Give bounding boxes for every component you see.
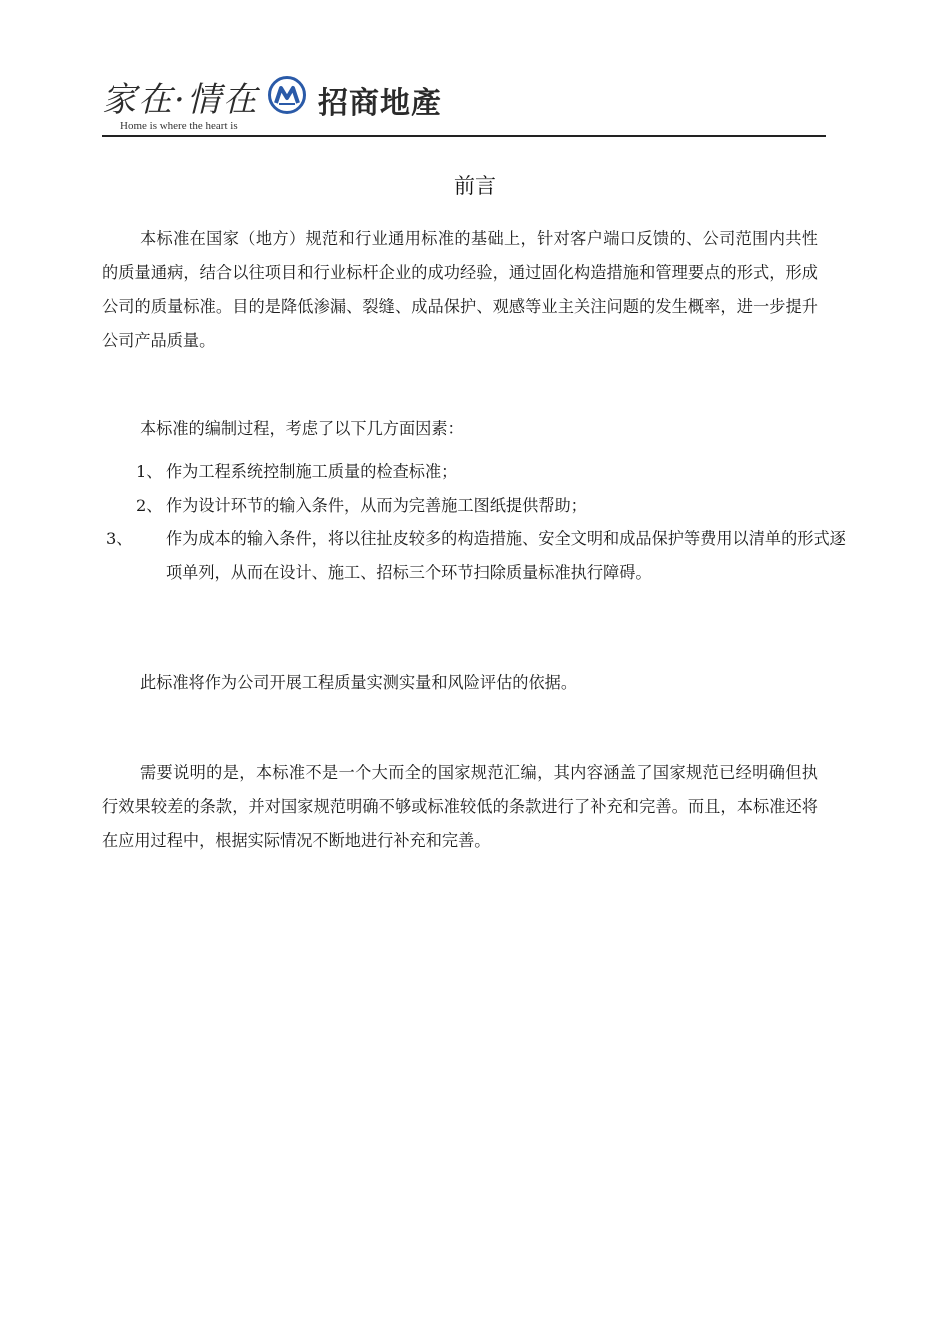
factors-intro: 本标准的编制过程，考虑了以下几方面因素：	[140, 419, 464, 438]
page-header	[102, 68, 826, 136]
slogan-chinese: 家在·情在	[102, 80, 259, 120]
intro-paragraph: 本标准在国家（地方）规范和行业通用标准的基础上，针对客户端口反馈的、公司范围内共性的质量通病，结合以往项目和行业标杆企业的成功经验，通过固化构造措施和管理要点的形式，形成公司的质量标准。目的是降低渗漏、裂缝、成品保护、观感等业主关注问题的发生概率，进一步提升公司产品质量。	[102, 229, 818, 350]
list-number: 2、	[136, 496, 163, 515]
list-item	[136, 489, 820, 523]
list-item	[136, 455, 820, 489]
basis-paragraph: 此标准将作为公司开展工程质量实测实量和风险评估的依据。	[140, 673, 578, 692]
note-paragraph: 需要说明的是，本标准不是一个大而全的国家规范汇编，其内容涵盖了国家规范已经明确但执行效果较差的条款，并对国家规范明确不够或标准较低的条款进行了补充和完善。而且，本标准还将在应用过程中，根据实际情况不断地进行补充和完善。	[102, 763, 818, 850]
china-merchants-logo-icon	[268, 76, 306, 114]
page-title: 前言	[454, 174, 496, 198]
brand-name: 招商地產	[318, 86, 442, 121]
list-text: 作为设计环节的输入条件，从而为完善施工图纸提供帮助；	[166, 496, 587, 515]
list-number: 1、	[136, 462, 163, 481]
list-item	[106, 522, 850, 590]
list-number: 3、	[106, 529, 133, 548]
slogan-english: Home is where the heart is	[120, 120, 238, 132]
list-text: 作为成本的输入条件，将以往扯皮较多的构造措施、安全文明和成品保护等费用以清单的形式逐项单列，从而在设计、施工、招标三个环节扫除质量标准执行障碍。	[166, 529, 846, 582]
list-text: 作为工程系统控制施工质量的检查标准；	[166, 462, 458, 481]
header-divider	[102, 135, 826, 137]
